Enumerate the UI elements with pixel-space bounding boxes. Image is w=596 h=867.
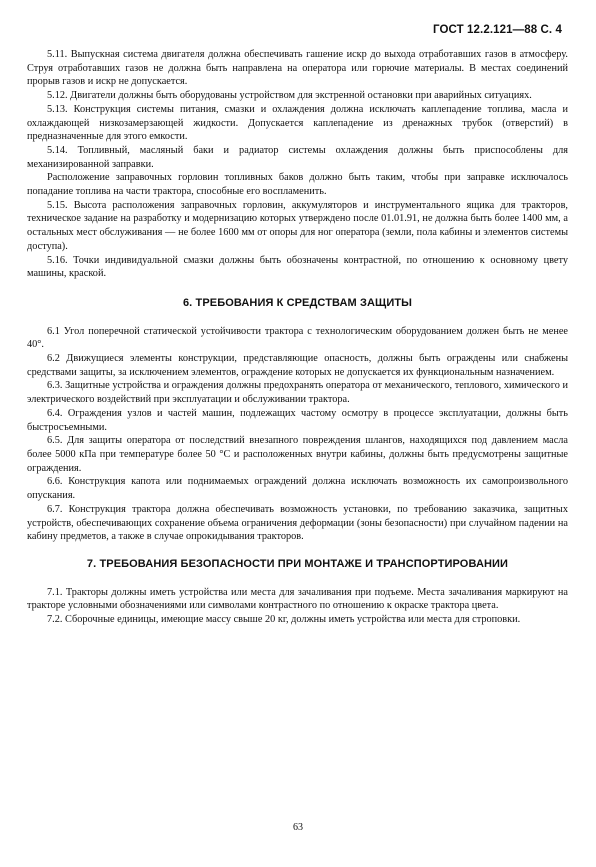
- paragraph-6-7: 6.7. Конструкция трактора должна обеспечивать возможность установки, по требованию заказчика, защитных устройств, обеспечивающих сохранение объема ограничения деформации (зоны безопасности) при случайном падении на кабину предметов, а также в случае опрокидывания тракторов.: [27, 503, 568, 543]
- standard-header: ГОСТ 12.2.121—88 С. 4: [433, 24, 562, 36]
- paragraph-6-6: 6.6. Конструкция капота или поднимаемых ограждений должна исключать возможность их самопроизвольного опускания.: [27, 476, 568, 502]
- paragraph-5-14-refuel: Расположение заправочных горловин топливных баков должно быть таким, чтобы при заправке исключалось попадание топлива на части трактора, способные его воспламенить.: [27, 172, 568, 198]
- section-7-heading: 7. ТРЕБОВАНИЯ БЕЗОПАСНОСТИ ПРИ МОНТАЖЕ И ТРАНСПОРТИРОВАНИИ: [86, 557, 509, 570]
- page-number: 63: [293, 822, 303, 833]
- paragraph-6-1: 6.1 Угол поперечной статической устойчивости трактора с технологическим оборудованием должен быть не менее 40°.: [27, 325, 568, 351]
- paragraph-5-15: 5.15. Высота расположения заправочных горловин, аккумуляторов и инструментального ящика для тракторов, техническое задание на разработку и модернизацию которых утверждено после 01.01.91, не должна быть более 1400 мм, а остальных мест обслуживания — не более 1600 мм от опоры для ног оператора (земли, пола кабины и элементов системы доступа).: [27, 199, 568, 252]
- paragraph-6-4: 6.4. Ограждения узлов и частей машин, подлежащих частому осмотру в процессе эксплуатации, должны быть быстросъемными.: [27, 407, 568, 433]
- paragraph-5-16: 5.16. Точки индивидуальной смазки должны быть обозначены контрастной, по отношению к основному цвету машины, краской.: [27, 254, 568, 280]
- paragraph-6-2: 6.2 Движущиеся элементы конструкции, представляющие опасность, должны быть ограждены или снабжены средствами защиты, за исключением элементов, ограждение которых не допускается их функциональным назначением.: [27, 353, 568, 378]
- paragraph-7-1: 7.1. Тракторы должны иметь устройства или места для зачаливания при подъеме. Места зачаливания маркируют на тракторе условными обозначениями или символами контрастного по отношению к окраске трактора цвета.: [27, 586, 568, 612]
- paragraph-5-13: 5.13. Конструкция системы питания, смазки и охлаждения должна исключать каплепадение топлива, масла и охлаждающей низкозамерзающей жидкости. Допускается каплепадение из дренажных трубок (отверстий) в предназначенные для этого емкости.: [27, 103, 568, 143]
- section-6-heading: 6. ТРЕБОВАНИЯ К СРЕДСТВАМ ЗАЩИТЫ: [182, 296, 413, 309]
- paragraph-5-12: 5.12. Двигатели должны быть оборудованы устройством для экстренной остановки при аварийных ситуациях.: [47, 90, 532, 102]
- paragraph-5-11: 5.11. Выпускная система двигателя должна обеспечивать гашение искр до выхода отработавших газов в атмосферу. Струя отработавших газов не должна быть направлена на оператора или горючие материалы. В местах соединений прорыв газов и искр не допускается.: [27, 49, 568, 88]
- document-body: [27, 48, 568, 627]
- paragraph-7-2: 7.2. Сборочные единицы, имеющие массу свыше 20 кг, должны иметь устройства или места для строповки.: [47, 614, 521, 626]
- paragraph-6-5: 6.5. Для защиты оператора от последствий внезапного повреждения шлангов, находящихся под давлением масла более 5000 кПа при температуре более 50 °С и расположенных внутри кабины, должны быть предусмотрены защитные ограждения.: [27, 435, 568, 474]
- paragraph-5-14: 5.14. Топливный, масляный баки и радиатор системы охлаждения должны быть приспособлены для механизированной заправки.: [27, 144, 568, 170]
- paragraph-6-3: 6.3. Защитные устройства и ограждения должны предохранять оператора от механического, теплового, химического и электрического воздействий при эксплуатации и обслуживании трактора.: [27, 380, 568, 406]
